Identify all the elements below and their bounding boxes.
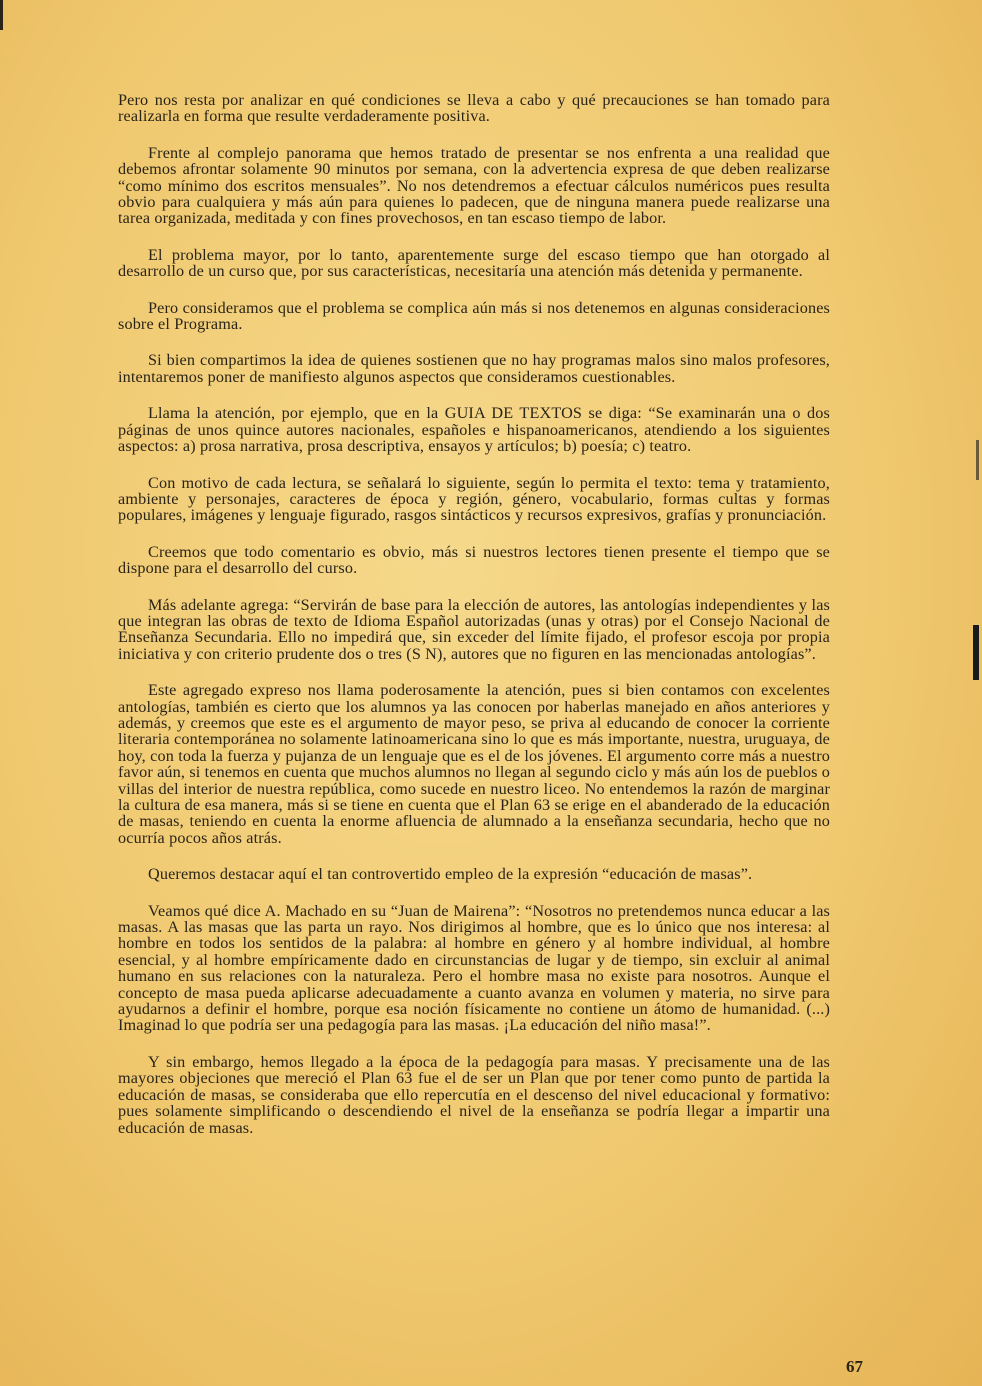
- paragraph: Creemos que todo comentario es obvio, más si nuestros lectores tienen presente el tiempo que se dispone para el desarrollo del curso.: [118, 542, 830, 578]
- paragraph: El problema mayor, por lo tanto, aparentemente surge del escaso tiempo que han otorgado al desarrollo de un curso que, por sus características, necesitaría una atención más detenida y permanente.: [118, 245, 830, 281]
- paragraph: Llama la atención, por ejemplo, que en la GUIA DE TEXTOS se diga: “Se examinarán una o dos páginas de unos quince autores nacionales, españoles e hispanoamericanos, atendiendo a los siguientes aspectos: a) prosa narrativa, prosa descriptiva, ensayos y artículos; b) poesía; c) teatro.: [118, 404, 830, 456]
- page-number: 67: [846, 1357, 863, 1376]
- paragraph: Queremos destacar aquí el tan controvertido empleo de la expresión “educación de masas”.: [148, 865, 753, 884]
- scan-edge-mark: [976, 440, 979, 480]
- scan-edge-mark: [0, 0, 3, 30]
- scan-edge-mark: [973, 625, 979, 680]
- paragraph: Pero consideramos que el problema se complica aún más si nos detenemos en algunas consideraciones sobre el Programa.: [118, 298, 830, 334]
- paragraph: Veamos qué dice A. Machado en su “Juan de Mairena”: “Nosotros no pretendemos nunca educar a las masas. A las masas que las parta un rayo. Nos dirigimos al hombre, que es lo único que nos interesa: al hombre en todos los sentidos de la palabra: al hombre en género y al hombre individual, al hombre esencial, y al hombre empíricamente dado en circunstancias de lugar y de tiempo, sin excluir al animal humano en sus relaciones con la naturaleza. Pero el hombre masa no existe para nosotros. Aunque el concepto de masa pueda aplicarse adecuadamente a cuanto avanza en volumen y materia, no sirve para ayudarnos a definir el hombre, porque esa noción físicamente no contiene un átomo de humanidad. (...) Imaginad lo que podría ser una pedagogía para las masas. ¡La educación del niño masa!”.: [118, 901, 830, 1035]
- document-body: [118, 92, 830, 1156]
- paragraph: Pero nos resta por analizar en qué condiciones se lleva a cabo y qué precauciones se han tomado para realizarla en forma que resulte verdaderamente positiva.: [118, 91, 830, 126]
- paragraph: Frente al complejo panorama que hemos tratado de presentar se nos enfrenta a una realidad que debemos afrontar solamente 90 minutos por semana, con la advertencia expresa de que deben realizarse “como mínimo dos escritos mensuales”. No nos detendremos a efectuar cálculos numéricos pues resulta obvio para cualquiera y más aún para quienes lo padecen, que de ninguna manera puede realizarse una tarea organizada, meditada y con fines provechosos, en tan escaso tiempo de labor.: [118, 143, 830, 228]
- paragraph: Más adelante agrega: “Servirán de base para la elección de autores, las antologías independientes y las que integran las obras de texto de Idioma Español autorizadas (unas y otras) por el Consejo Nacional de Enseñanza Secundaria. Ello no impedirá que, sin exceder del límite fijado, el profesor escoja por propia iniciativa y con criterio prudente dos o tres (S N), autores que no figuren en las mencionadas antologías”.: [118, 595, 830, 663]
- paragraph: Con motivo de cada lectura, se señalará lo siguiente, según lo permita el texto: tema y tratamiento, ambiente y personajes, caracteres de época y región, género, vocabulario, formas cultas y formas populares, imágenes y lenguaje figurado, rasgos sintácticos y recursos expresivos, grafías y pronunciación.: [118, 473, 830, 525]
- paragraph: Este agregado expreso nos llama poderosamente la atención, pues si bien contamos con excelentes antologías, también es cierto que los alumnos ya las conocen por haberlas manejado en años anteriores y además, y creemos que este es el argumento de mayor peso, se priva al educando de conocer la corriente literaria contemporánea no solamente latinoamericana sino lo que es más importante, nuestra, uruguaya, de hoy, con toda la fuerza y pujanza de un lenguaje que es el de los jóvenes. El argumento corre más a nuestro favor aún, si tenemos en cuenta que muchos alumnos no llegan al segundo ciclo y más aún los de pueblos o villas del interior de nuestra república, como sucede en nuestro liceo. No entendemos la razón de marginar la cultura de esa manera, más si se tiene en cuenta que el Plan 63 se erige en el abanderado de la educación de masas, teniendo en cuenta la enorme afluencia de alumnado a la enseñanza secundaria, hecho que no ocurría pocos años atrás.: [118, 681, 830, 847]
- paragraph: Si bien compartimos la idea de quienes sostienen que no hay programas malos sino malos profesores, intentaremos poner de manifiesto algunos aspectos que consideramos cuestionables.: [118, 351, 830, 386]
- paragraph: Y sin embargo, hemos llegado a la época de la pedagogía para masas. Y precisamente una de las mayores objeciones que mereció el Plan 63 fue el de ser un Plan que por tener como punto de partida la educación de masas, se consideraba que ello repercutía en el descenso del nivel educacional y formativo: pues solamente simplificando o descendiendo el nivel de la enseñanza se podría llegar a impartir una educación de masas.: [118, 1052, 830, 1137]
